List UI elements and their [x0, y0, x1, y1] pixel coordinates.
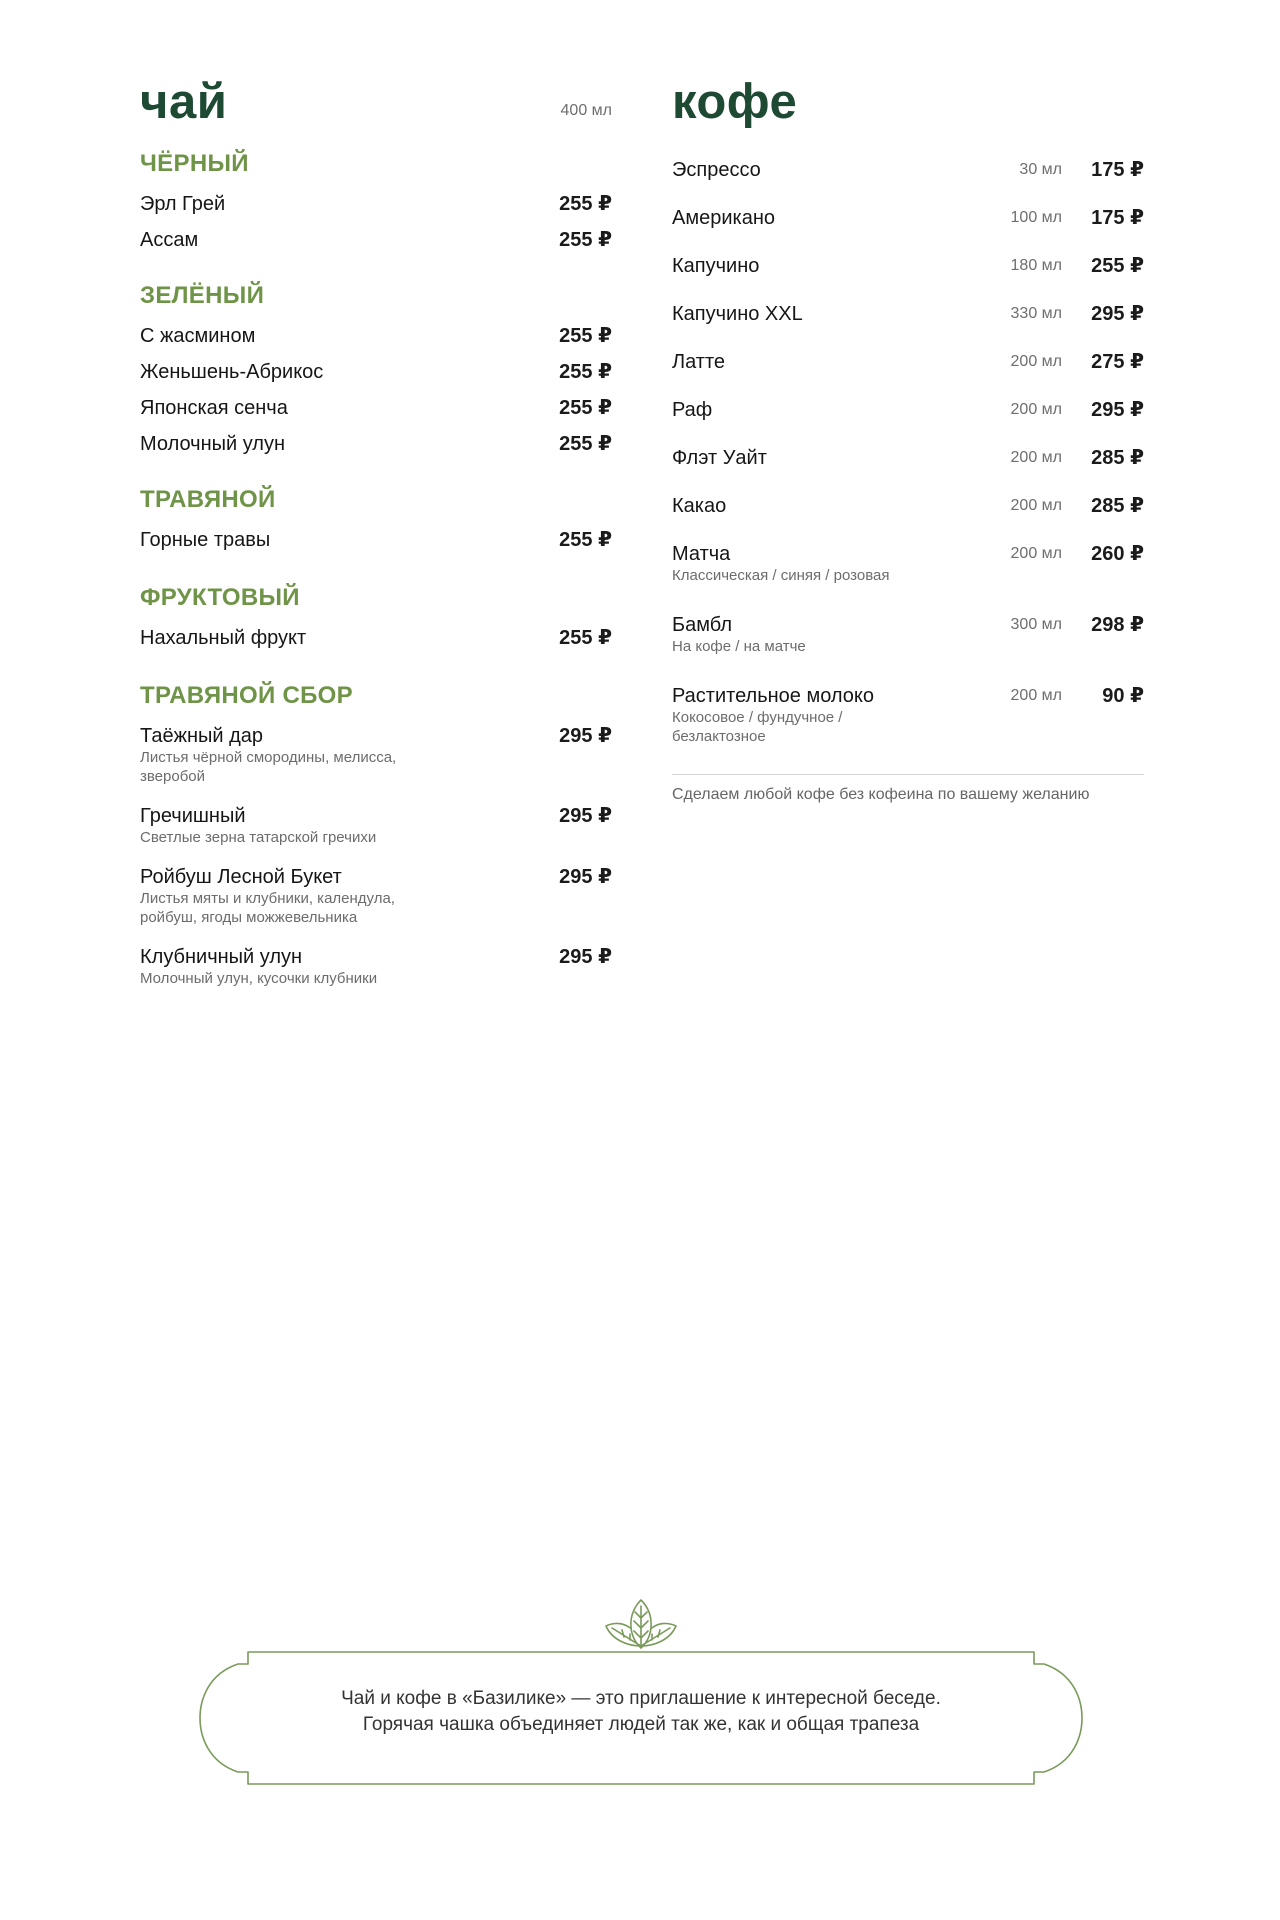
item-price: 295 ₽	[559, 805, 612, 827]
coffee-section	[672, 75, 1144, 805]
banner-line-2: Горячая чашка объединяет людей так же, как и общая трапеза	[362, 1714, 920, 1735]
category-fruit: ФРУКТОВЫЙ	[140, 584, 300, 611]
item-name: Капучино XXL	[672, 303, 803, 325]
item-price: 255 ₽	[559, 397, 612, 419]
item-name: Матча	[672, 543, 731, 565]
menu-item	[672, 302, 1144, 326]
tea-header	[140, 75, 612, 129]
menu-item	[140, 724, 612, 786]
menu-item	[672, 613, 1144, 656]
item-volume: 200 мл	[1010, 545, 1062, 562]
menu-item	[140, 396, 612, 420]
menu-item	[140, 626, 612, 650]
item-name: Клубничный улун	[140, 946, 303, 968]
decaf-note: Сделаем любой кофе без кофеина по вашему желанию	[672, 786, 1090, 803]
menu-item	[140, 945, 612, 988]
item-name: Молочный улун	[140, 433, 285, 455]
category-green: ЗЕЛЁНЫЙ	[140, 282, 265, 309]
item-name: Бамбл	[672, 614, 732, 636]
tea-section	[140, 75, 612, 988]
item-price: 255 ₽	[1091, 255, 1144, 277]
item-name: Гречишный	[140, 805, 246, 827]
item-name: Капучино	[672, 255, 760, 277]
tea-title: чай	[140, 75, 228, 129]
item-price: 255 ₽	[559, 229, 612, 251]
menu-item	[140, 432, 612, 456]
item-description: Светлые зерна татарской гречихи	[140, 829, 377, 846]
item-name: Таёжный дар	[140, 725, 264, 747]
item-volume: 180 мл	[1010, 257, 1062, 274]
coffee-title: кофе	[672, 75, 798, 129]
item-price: 255 ₽	[559, 627, 612, 649]
menu-item	[140, 324, 612, 348]
item-volume: 200 мл	[1010, 449, 1062, 466]
item-description: Кокосовое / фундучное / безлактозное	[672, 709, 843, 745]
item-price: 298 ₽	[1091, 614, 1144, 636]
menu-item	[140, 528, 612, 552]
item-price: 295 ₽	[1091, 399, 1144, 421]
item-price: 175 ₽	[1091, 207, 1144, 229]
item-volume: 200 мл	[1010, 401, 1062, 418]
item-price: 295 ₽	[559, 866, 612, 888]
menu-item	[672, 158, 1144, 182]
item-name: Флэт Уайт	[672, 447, 767, 469]
item-volume: 200 мл	[1010, 687, 1062, 704]
menu-item	[140, 192, 612, 216]
item-name: Нахальный фрукт	[140, 627, 307, 649]
category-herbal-blend: ТРАВЯНОЙ СБОР	[140, 682, 353, 709]
coffee-header	[672, 75, 1144, 129]
item-price: 285 ₽	[1091, 447, 1144, 469]
item-name: Раф	[672, 399, 713, 421]
menu-item	[672, 494, 1144, 518]
tea-volume: 400 мл	[560, 102, 612, 119]
item-name: Горные травы	[140, 529, 271, 551]
menu-item	[672, 398, 1144, 422]
item-description: Классическая / синяя / розовая	[672, 567, 890, 584]
item-name: Эспрессо	[672, 159, 761, 181]
item-name: Латте	[672, 351, 726, 373]
category-black: ЧЁРНЫЙ	[140, 150, 249, 177]
item-price: 90 ₽	[1102, 685, 1144, 707]
menu-item	[672, 206, 1144, 230]
item-price: 295 ₽	[559, 946, 612, 968]
item-price: 255 ₽	[559, 361, 612, 383]
item-name: Растительное молоко	[672, 685, 875, 707]
item-description: Листья мяты и клубники, календула, ройбуш, ягоды можжевельника	[140, 890, 395, 926]
item-volume: 200 мл	[1010, 497, 1062, 514]
item-name: Эрл Грей	[140, 193, 226, 215]
menu-item	[672, 542, 1144, 585]
item-name: С жасмином	[140, 325, 256, 347]
item-price: 260 ₽	[1091, 543, 1144, 565]
menu-item	[672, 684, 1144, 746]
item-name: Женьшень-Абрикос	[140, 361, 324, 383]
menu-item	[140, 804, 612, 847]
item-volume: 200 мл	[1010, 353, 1062, 370]
leaf-icon	[606, 1600, 676, 1648]
menu-item	[672, 350, 1144, 374]
item-name: Японская сенча	[140, 397, 288, 419]
menu-item	[140, 865, 612, 927]
item-price: 295 ₽	[559, 725, 612, 747]
item-price: 255 ₽	[559, 325, 612, 347]
banner-text	[198, 1686, 1084, 1738]
menu-item	[140, 228, 612, 252]
item-name: Американо	[672, 207, 775, 229]
item-price: 255 ₽	[559, 193, 612, 215]
item-price: 255 ₽	[559, 529, 612, 551]
banner-line-1: Чай и кофе в «Базилике» — это приглашение к интересной беседе.	[341, 1688, 941, 1709]
item-price: 285 ₽	[1091, 495, 1144, 517]
item-volume: 30 мл	[1019, 161, 1062, 178]
item-price: 175 ₽	[1091, 159, 1144, 181]
item-price: 255 ₽	[559, 433, 612, 455]
item-price: 295 ₽	[1091, 303, 1144, 325]
item-description: Молочный улун, кусочки клубники	[140, 970, 378, 987]
item-volume: 100 мл	[1010, 209, 1062, 226]
menu-item	[140, 360, 612, 384]
item-name: Ройбуш Лесной Букет	[140, 866, 342, 888]
item-price: 275 ₽	[1091, 351, 1144, 373]
category-herbal: ТРАВЯНОЙ	[140, 486, 276, 513]
item-name: Ассам	[140, 229, 199, 251]
item-description: На кофе / на матче	[672, 638, 806, 655]
item-name: Какао	[672, 495, 727, 517]
quote-banner	[198, 1594, 1084, 1790]
menu-item	[672, 446, 1144, 470]
item-volume: 330 мл	[1010, 305, 1062, 322]
menu-item	[672, 254, 1144, 278]
item-description: Листья чёрной смородины, мелисса, зверобой	[140, 749, 397, 785]
item-volume: 300 мл	[1010, 616, 1062, 633]
